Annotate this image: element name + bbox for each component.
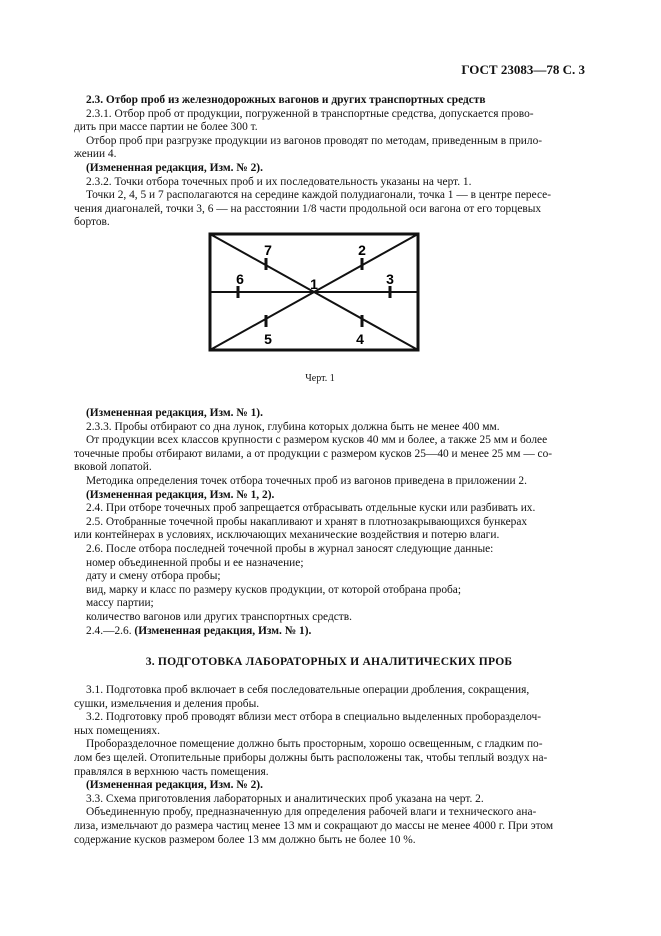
edition-note-1: (Измененная редакция, Изм. № 1). [86, 407, 263, 419]
paragraph-2-5-cont: или контейнерах в условиях, исключающих механические воздействия и потерю влаги. [74, 529, 500, 542]
paragraph-room-cont2: правлялся в верхнюю часть помещения. [74, 765, 269, 778]
edition-note-3 [74, 625, 584, 639]
paragraph-3-1-cont: сушки, измельчения и деления пробы. [74, 697, 260, 710]
paragraph-combined-sample-cont1: лиза, измельчают до размера частиц менее 13 мм и сокращают до массы не менее 4000 г. При этом [74, 819, 554, 832]
paragraph-2-3-2: 2.3.2. Точки отбора точечных проб и их последовательность указаны на черт. 1. [86, 175, 472, 188]
list-item: количество вагонов или других транспортных средств. [86, 610, 353, 623]
paragraph-room: Проборазделочное помещение должно быть просторным, хорошо освещенным, с гладким по- [86, 738, 543, 751]
list-item: вид, марку и класс по размеру кусков продукции, от которой отобрана проба; [86, 583, 462, 596]
point-label-7: 7 [264, 242, 272, 258]
point-label-5: 5 [264, 331, 272, 347]
figure-caption: Черт. 1 [305, 373, 335, 384]
paragraph-2-3-1-b: Отбор проб при разгрузке продукции из вагонов проводят по методам, приведенным в прило- [86, 134, 543, 147]
paragraph-3-3: 3.3. Схема приготовления лабораторных и аналитических проб указана на черт. 2. [86, 792, 484, 805]
list-item: номер объединенной пробы и ее назначение; [86, 556, 304, 569]
wagon-sampling-diagram [208, 232, 420, 352]
paragraph-2-3-3: 2.3.3. Пробы отбирают со дна лунок, глубина которых должна быть не менее 400 мм. [86, 420, 500, 433]
section-2-3-title: 2.3. Отбор проб из железнодорожных вагонов и других транспортных средств [86, 94, 486, 106]
edition-note-4: (Измененная редакция, Изм. № 2). [86, 779, 263, 792]
edition-note: (Измененная редакция, Изм. № 2). [86, 161, 263, 174]
paragraph-3-2-cont: ных помещениях. [74, 724, 160, 737]
paragraph-3-1: 3.1. Подготовка проб включает в себя последовательные операции дробления, сокращения, [86, 684, 530, 696]
paragraph-points-cont2: бортов. [74, 216, 110, 229]
point-label-1: 1 [310, 276, 318, 292]
point-label-2: 2 [358, 242, 366, 258]
edition-note-3-text: (Измененная редакция, Изм. № 1). [134, 624, 312, 637]
paragraph-2-6: 2.6. После отбора последней точечной пробы в журнал заносят следующие данные: [86, 542, 494, 555]
point-label-3: 3 [386, 271, 394, 287]
point-label-4: 4 [356, 331, 364, 347]
paragraph-combined-sample-cont2: содержание кусков размером более 13 мм должно быть не более 10 %. [74, 833, 416, 846]
edition-note-3-range: 2.4.—2.6. [86, 624, 135, 637]
paragraph-2-5: 2.5. Отобранные точечной пробы накапливают и хранят в плотнозакрывающихся бункерах [86, 515, 528, 528]
section-3-title: 3. ПОДГОТОВКА ЛАБОРАТОРНЫХ И АНАЛИТИЧЕСКИХ ПРОБ [145, 655, 513, 668]
paragraph-room-cont1: лом без щелей. Отопительные приборы должны быть расположены так, чтобы теплый воздух на- [74, 751, 548, 764]
paragraph-2-3-1-line1: 2.3.1. Отбор проб от продукции, погруженной в транспортные средства, допускается прово- [86, 107, 534, 120]
paragraph-size-classes-cont1: точечные пробы отбирают вилами, а от продукции с размером кусков 25—40 и менее 25 мм — со- [74, 447, 553, 460]
paragraph-points-cont1: чения диагоналей, точки 3, 6 — на расстоянии 1/8 части продольной оси вагона от его торцевых [74, 202, 542, 215]
point-label-6: 6 [236, 271, 244, 287]
section-2-3-3-to-2-6 [74, 407, 584, 638]
paragraph-3-2: 3.2. Подготовку проб проводят вблизи мест отбора в специально выделенных проборазделоч- [86, 711, 542, 724]
section-2-3 [74, 94, 584, 230]
section-3 [74, 684, 584, 847]
list-item: дату и смену отбора пробы; [86, 570, 221, 583]
paragraph-method: Методика определения точек отбора точечных проб из вагонов приведена в приложении 2. [86, 474, 527, 487]
paragraph-2-3-1 [74, 108, 584, 122]
list-item: массу партии; [86, 597, 154, 610]
paragraph-size-classes-cont2: вковой лопатой. [74, 461, 152, 474]
paragraph-2-4: 2.4. При отборе точечных проб запрещается отбрасывать отдельные куски или разбивать их. [86, 502, 536, 515]
paragraph-2-3-1-cont: дить при массе партии не более 300 т. [74, 121, 258, 134]
paragraph-combined-sample: Объединенную пробу, предназначенную для определения рабочей влаги и технического ана- [86, 806, 537, 819]
paragraph-2-3-1-b-cont: жении 4. [74, 148, 117, 161]
edition-note-2: (Измененная редакция, Изм. № 1, 2). [86, 488, 275, 501]
paragraph-points: Точки 2, 4, 5 и 7 располагаются на середине каждой полудиагонали, точка 1 — в центре пересе- [86, 189, 551, 202]
paragraph-size-classes: От продукции всех классов крупности с размером кусков 40 мм и более, а также 25 мм и более [86, 434, 548, 447]
page-header: ГОСТ 23083—78 С. 3 [461, 62, 585, 77]
